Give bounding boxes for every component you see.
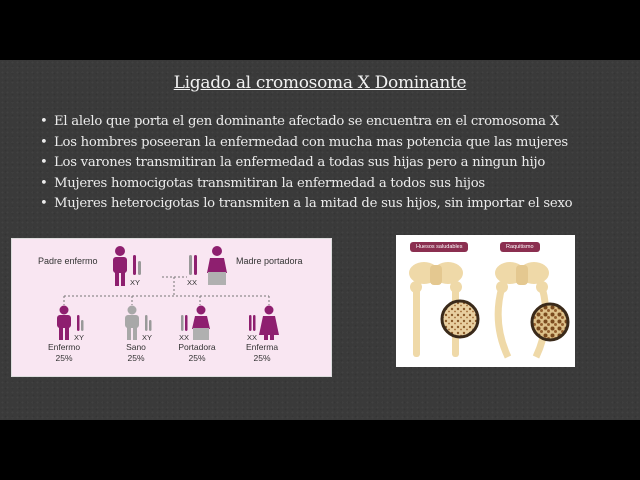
healthy-bones-tag: Huesos saludables (410, 242, 468, 252)
child-outcome: Enferma (245, 342, 279, 352)
child-healthy-male-icon (122, 305, 142, 341)
father-genotype: XY (130, 278, 141, 287)
mother-label: Madre portadora (236, 256, 303, 266)
child-percent: 25% (127, 353, 145, 363)
slide (0, 60, 640, 420)
child-chromosomes-icon (180, 315, 190, 333)
slide-title: Ligado al cromosoma X Dominante (173, 73, 467, 93)
child-label (106, 342, 166, 364)
child-percent: 25% (188, 353, 206, 363)
bullet-item: • Mujeres heterocigotas lo transmiten a la mitad de sus hijos, sin importar el sexo (40, 194, 620, 215)
mother-carrier-female-icon (205, 245, 229, 287)
child-chromosomes-icon (76, 315, 86, 333)
father-chromosomes-icon (132, 255, 144, 277)
child-label (232, 342, 292, 364)
rickets-bone-magnified-icon (532, 304, 568, 340)
bullet-item: • Los hombres poseeran la enfermedad con mucha mas potencia que las mujeres (40, 133, 620, 154)
bone-comparison-figure (396, 235, 575, 367)
child-genotype: XY (142, 333, 153, 342)
mother-chromosomes-icon (188, 255, 200, 277)
child-affected-female-icon (258, 305, 280, 341)
rickets-tag: Raquitismo (500, 242, 540, 252)
child-affected-male-icon (54, 305, 74, 341)
child-outcome: Portadora (178, 342, 216, 352)
child-genotype: XX (179, 333, 190, 342)
child-percent: 25% (253, 353, 271, 363)
bullet-list (40, 112, 620, 215)
mother-genotype: XX (187, 278, 198, 287)
pedigree-diagram (11, 238, 332, 377)
child-outcome: Enfermo (47, 342, 81, 352)
healthy-bone-magnified-icon (442, 301, 478, 337)
bullet-item: • Mujeres homocigotas transmitiran la enfermedad a todos sus hijos (40, 174, 620, 195)
child-percent: 25% (55, 353, 73, 363)
child-carrier-female-icon (190, 305, 212, 341)
child-genotype: XX (247, 333, 258, 342)
child-label (167, 342, 227, 364)
father-affected-male-icon (109, 245, 131, 287)
child-outcome: Sano (126, 342, 146, 352)
child-genotype: XY (74, 333, 85, 342)
child-chromosomes-icon (248, 315, 258, 333)
bones-illustration (396, 235, 575, 367)
child-chromosomes-icon (144, 315, 154, 333)
bullet-item: • El alelo que porta el gen dominante afectado se encuentra en el cromosoma X (40, 112, 620, 133)
father-label: Padre enfermo (38, 256, 98, 266)
bullet-item: • Los varones transmitiran la enfermedad a todas sus hijas pero a ningun hijo (40, 153, 620, 174)
child-label (34, 342, 94, 364)
